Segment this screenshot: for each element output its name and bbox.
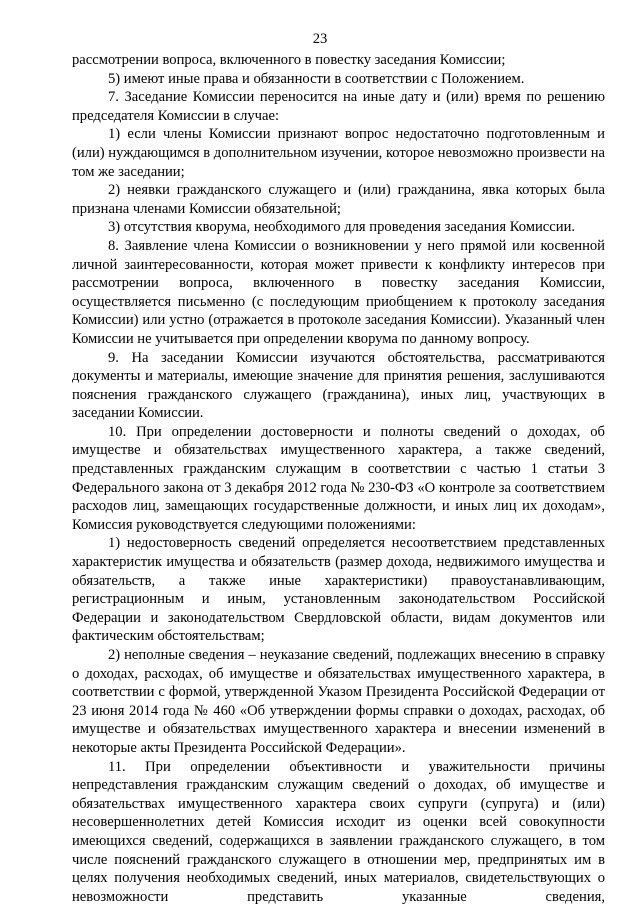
paragraph-clause-8: 8. Заявление члена Комиссии о возникновении у него прямой или косвенной личной заинтересованности, которая может привести к конфликту интересов при рассмотрении вопроса, включенного в повестку заседания Комиссии, осуществляется письменно (с последующим приобщением к протоколу заседания Комиссии) или устно (отражается в протоколе заседания Комиссии). Указанный член Комиссии не учитывается при определении кворума по данному вопросу. (72, 237, 605, 347)
paragraph-clause-7-item-3: 3) отсутствия кворума, необходимого для проведения заседания Комиссии. (108, 219, 576, 236)
paragraph-clause-10: 10. При определении достоверности и полноты сведений о доходах, об имуществе и обязательствах имущественного характера, а также сведений, представленных гражданским служащим в соответствии с частью 1 статьи 3 Федерального закона от 3 декабря 2012 года № 230-ФЗ «О контроле за соответствием расходов лиц, замещающих государственные должности, и иных лиц их доходам», Комиссия руководствуется следующими положениями: (72, 423, 605, 533)
page-number: 23 (312, 31, 328, 47)
paragraph-clause-7: 7. Заседание Комиссии переносится на иные дату и (или) время по решению председателя Комиссии в случае: (72, 89, 605, 124)
paragraph-clause-11: 11. При определении объективности и уважительности причины непредставления гражданским служащим сведений о доходах, об имуществе и обязательствах имущественного характера своих супруги (супруга) и (или) несовершеннолетних детей Комиссия исходит из оценки всей совокупности имеющихся сведений, содержащихся в заявлении гражданского служащего, в том числе пояснений гражданского служащего в отношении мер, предпринятых им в целях получения необходимых сведений, иных материалов, свидетельствующих о невозможности представить указанные сведения, (72, 758, 605, 905)
paragraph-clause-9: 9. На заседании Комиссии изучаются обстоятельства, рассматриваются документы и материалы, имеющие значение для принятия решения, заслушиваются пояснения гражданского служащего (гражданина), иных лиц, участвующих в заседании Комиссии. (72, 349, 605, 422)
paragraph-clause-10-item-1: 1) недостоверность сведений определяется несоответствием представленных характеристик имущества и обязательств (размер дохода, недвижимого имущества и обязательств, а также иные характеристики) правоустанавливающим, регистрационным и иным, установленным законодательством Российской Федерации и законодательством Свердловской области, видам документов или фактическим обстоятельствам; (72, 535, 605, 645)
paragraph-clause-7-item-2: 2) неявки гражданского служащего и (или) гражданина, явка которых была признана членами Комиссии обязательной; (72, 182, 605, 217)
document-body (72, 51, 605, 906)
paragraph-item-5: 5) имеют иные права и обязанности в соответствии с Положением. (108, 70, 525, 87)
paragraph-clause-10-item-2: 2) неполные сведения – неуказание сведений, подлежащих внесению в справку о доходах, расходах, об имуществе и обязательствах имущественного характера, в соответствии с формой, утвержденной Указом Президента Российской Федерации от 23 июня 2014 года № 460 «Об утверждении формы справки о доходах, расходах, об имуществе и обязательствах имущественного характера и внесении изменений в некоторые акты Президента Российской Федерации». (72, 647, 605, 756)
paragraph-clause-7-item-1: 1) если члены Комиссии признают вопрос недостаточно подготовленным и (или) нуждающимся в дополнительном изучении, которое невозможно произвести на том же заседании; (72, 126, 605, 180)
paragraph-continuation: рассмотрении вопроса, включенного в повестку заседания Комиссии; (72, 52, 506, 68)
